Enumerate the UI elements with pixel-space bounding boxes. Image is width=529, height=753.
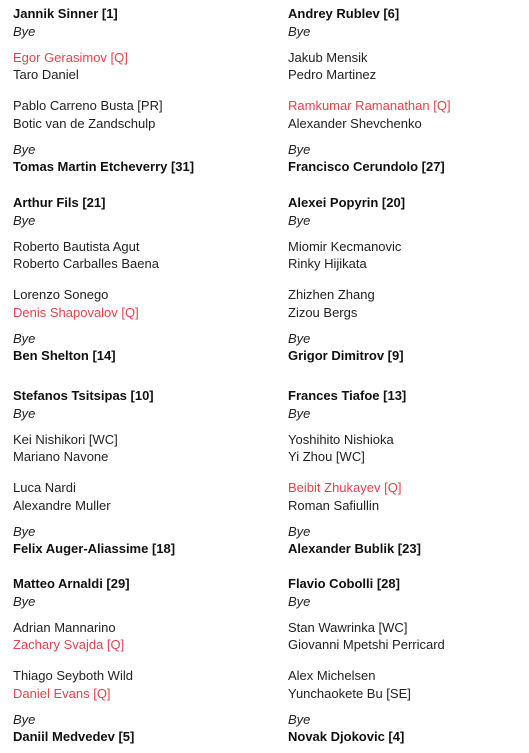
player-name: Alexandre Muller: [13, 498, 111, 513]
bye-label: Bye: [13, 594, 36, 609]
bye-label: Bye: [288, 524, 311, 539]
bye-label: Bye: [13, 24, 36, 39]
player-name: Roberto Bautista Agut: [13, 239, 140, 254]
player-name: Stan Wawrinka [WC]: [288, 620, 408, 635]
seeded-player-name: Alexei Popyrin [20]: [288, 195, 406, 210]
qualifier-player-name: Denis Shapovalov [Q]: [13, 305, 139, 320]
player-name: Alexander Shevchenko: [288, 116, 422, 131]
player-name: Adrian Mannarino: [13, 620, 116, 635]
player-name: Miomir Kecmanovic: [288, 239, 402, 254]
seeded-player-name: Grigor Dimitrov [9]: [288, 348, 404, 363]
player-name: Taro Daniel: [13, 67, 79, 82]
seeded-player-name: Jannik Sinner [1]: [13, 6, 118, 21]
player-name: Jakub Mensik: [288, 50, 368, 65]
player-name: Lorenzo Sonego: [13, 287, 109, 302]
seeded-player-name: Daniil Medvedev [5]: [13, 729, 135, 744]
qualifier-player-name: Zachary Svajda [Q]: [13, 637, 125, 652]
seeded-player-name: Novak Djokovic [4]: [288, 729, 405, 744]
seeded-player-name: Stefanos Tsitsipas [10]: [13, 388, 154, 403]
bye-label: Bye: [288, 142, 311, 157]
bye-label: Bye: [288, 406, 311, 421]
player-name: Yi Zhou [WC]: [288, 449, 365, 464]
player-name: Alex Michelsen: [288, 668, 376, 683]
player-name: Thiago Seyboth Wild: [13, 668, 133, 683]
bye-label: Bye: [13, 524, 36, 539]
seeded-player-name: Felix Auger-Aliassime [18]: [13, 541, 176, 556]
qualifier-player-name: Beibit Zhukayev [Q]: [288, 480, 402, 495]
bye-label: Bye: [13, 213, 36, 228]
player-name: Luca Nardi: [13, 480, 76, 495]
qualifier-player-name: Egor Gerasimov [Q]: [13, 50, 128, 65]
seeded-player-name: Alexander Bublik [23]: [288, 541, 421, 556]
player-name: Pedro Martinez: [288, 67, 377, 82]
seeded-player-name: Frances Tiafoe [13]: [288, 388, 407, 403]
player-name: Roman Safiullin: [288, 498, 380, 513]
player-name: Roberto Carballes Baena: [13, 256, 159, 271]
seeded-player-name: Flavio Cobolli [28]: [288, 576, 400, 591]
seeded-player-name: Ben Shelton [14]: [13, 348, 116, 363]
player-name: Rinky Hijikata: [288, 256, 367, 271]
bye-label: Bye: [288, 594, 311, 609]
player-name: Botic van de Zandschulp: [13, 116, 156, 131]
qualifier-player-name: Ramkumar Ramanathan [Q]: [288, 98, 451, 113]
player-name: Yunchaokete Bu [SE]: [288, 686, 411, 701]
seeded-player-name: Matteo Arnaldi [29]: [13, 576, 130, 591]
player-name: Yoshihito Nishioka: [288, 432, 394, 447]
bye-label: Bye: [13, 331, 36, 346]
seeded-player-name: Francisco Cerundolo [27]: [288, 159, 445, 174]
player-name: Mariano Navone: [13, 449, 109, 464]
bye-label: Bye: [288, 331, 311, 346]
qualifier-player-name: Daniel Evans [Q]: [13, 686, 111, 701]
bye-label: Bye: [13, 142, 36, 157]
player-name: Zizou Bergs: [288, 305, 358, 320]
bye-label: Bye: [288, 213, 311, 228]
bye-label: Bye: [13, 712, 36, 727]
player-name: Giovanni Mpetshi Perricard: [288, 637, 445, 652]
bye-label: Bye: [288, 24, 311, 39]
seeded-player-name: Andrey Rublev [6]: [288, 6, 400, 21]
seeded-player-name: Arthur Fils [21]: [13, 195, 106, 210]
bye-label: Bye: [13, 406, 36, 421]
seeded-player-name: Tomas Martin Etcheverry [31]: [13, 159, 195, 174]
bye-label: Bye: [288, 712, 311, 727]
player-name: Pablo Carreno Busta [PR]: [13, 98, 163, 113]
player-name: Kei Nishikori [WC]: [13, 432, 118, 447]
player-name: Zhizhen Zhang: [288, 287, 375, 302]
